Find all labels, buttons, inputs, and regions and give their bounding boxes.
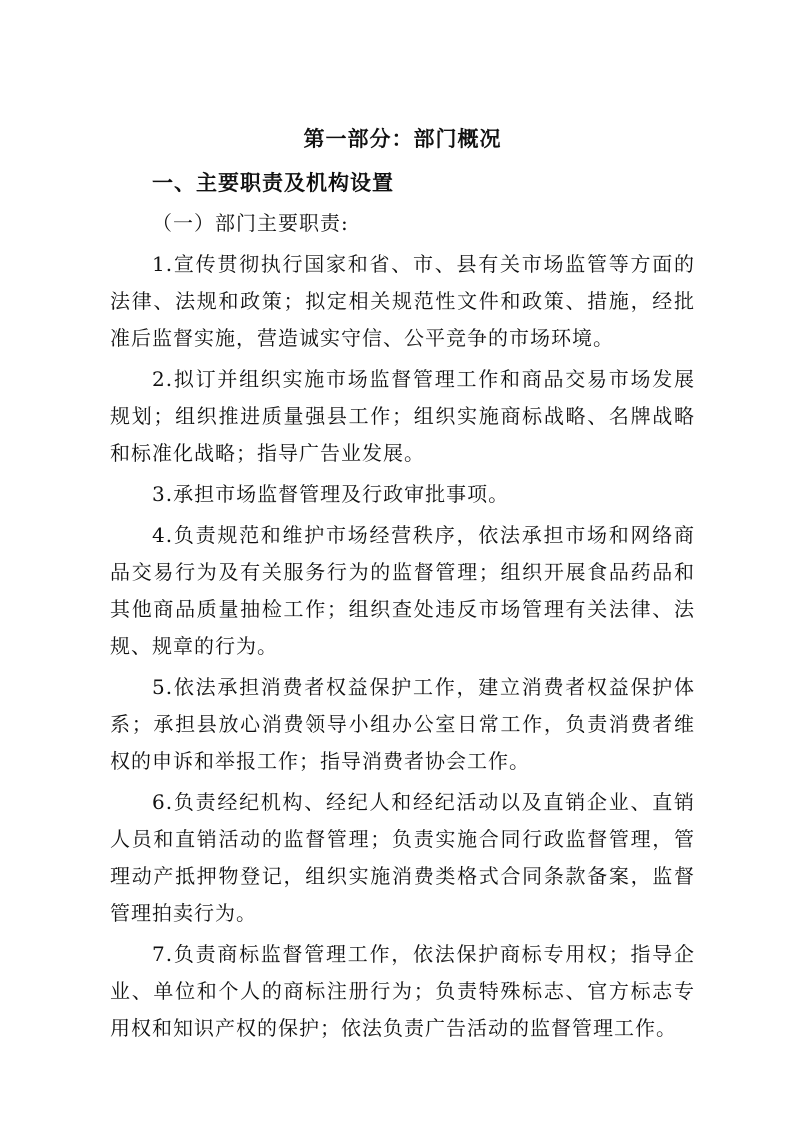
duty-paragraph-6: 6.负责经纪机构、经纪人和经纪活动以及直销企业、直销人员和直销活动的监督管理；负责实施合同行政监督管理，管理动产抵押物登记，组织实施消费类格式合同条款备案，监督管理拍卖行为。 [110,790,695,925]
section-title: 一、主要职责及机构设置 [152,171,394,195]
duty-paragraph-1: 1.宣传贯彻执行国家和省、市、县有关市场监管等方面的法律、法规和政策；拟定相关规范性文件和政策、措施，经批准后监督实施，营造诚实守信、公平竞争的市场环境。 [110,252,695,350]
duty-paragraph-2: 2.拟订并组织实施市场监督管理工作和商品交易市场发展规划；组织推进质量强县工作；组织实施商标战略、名牌战略和标准化战略；指导广告业发展。 [110,367,695,465]
duty-paragraph-3: 3.承担市场监督管理及行政审批事项。 [152,482,510,506]
part-title: 第一部分：部门概况 [303,127,502,151]
duty-paragraph-4: 4.负责规范和维护市场经营秩序，依法承担市场和网络商品交易行为及有关服务行为的监督管理；组织开展食品药品和其他商品质量抽检工作；组织查处违反市场管理有关法律、法规、规章的行为。 [110,523,695,658]
document-body [110,120,695,1047]
subsection-title: （一）部门主要职责: [152,211,349,235]
duty-paragraph-5: 5.依法承担消费者权益保护工作，建立消费者权益保护体系；承担县放心消费领导小组办公室日常工作，负责消费者维权的申诉和举报工作；指导消费者协会工作。 [110,675,695,773]
duty-paragraph-7: 7.负责商标监督管理工作，依法保护商标专用权；指导企业、单位和个人的商标注册行为；负责特殊标志、官方标志专用权和知识产权的保护；依法负责广告活动的监督管理工作。 [110,942,695,1040]
